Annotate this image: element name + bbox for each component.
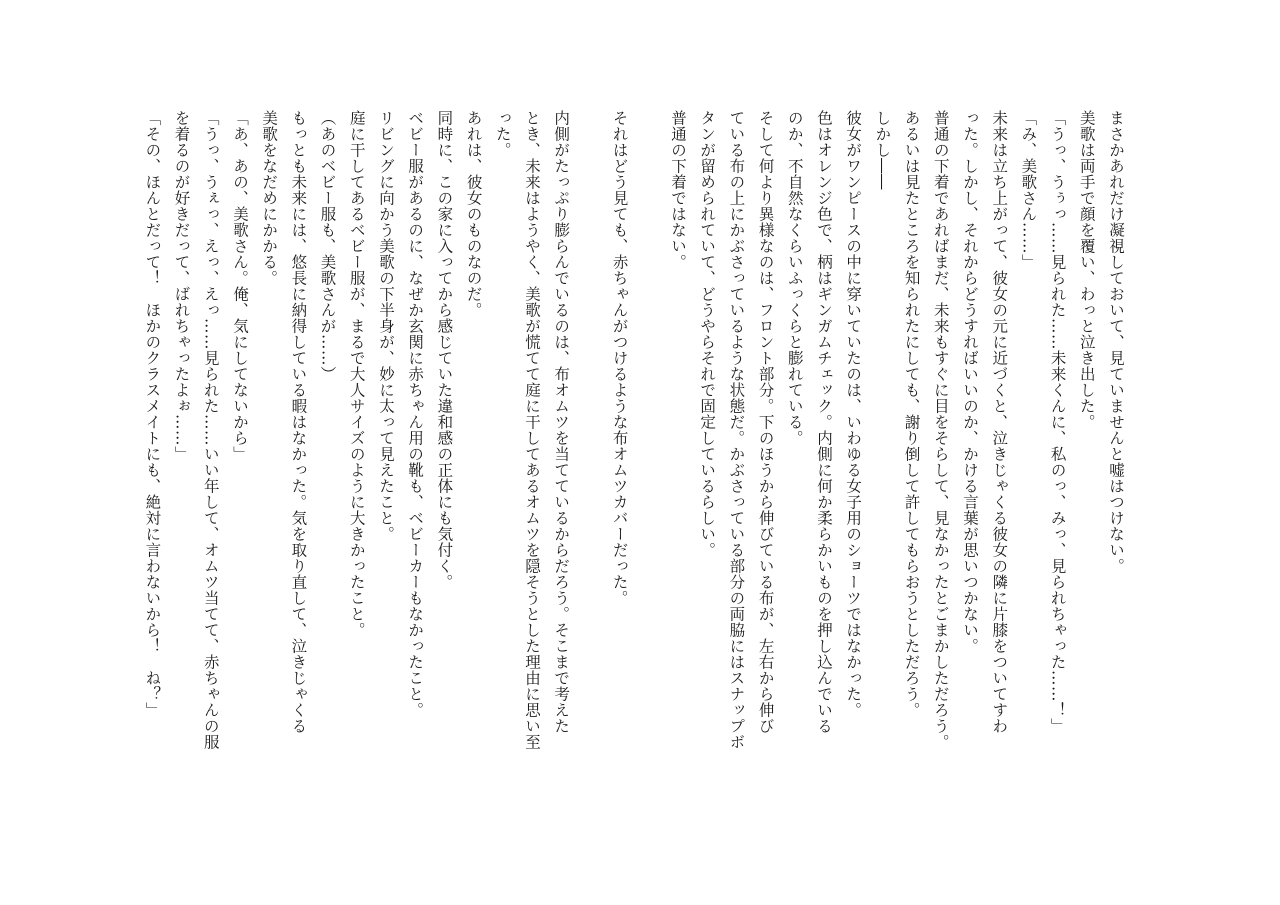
text-line: あれは、彼女のものなのだ。 (464, 110, 483, 318)
text-line: しかし―― (873, 110, 892, 190)
text-line: リビングに向かう美歌の下半身が、妙に太って見えたこと。 (376, 110, 395, 542)
text-line: 「うっ、うぅっ……見られた……未来くんに、私のっ、みっ、見られちゃった……！」 (1048, 110, 1067, 734)
text-line: 庭に干してあるベビー服が、まるで大人サイズのように大きかったこと。 (347, 110, 366, 638)
text-line: を着るのが好きだって、ばれちゃったよぉ……」 (172, 110, 191, 462)
text-line: ている布の上にかぶさっているような状態だ。かぶさっている部分の両脇にはスナップボ (727, 110, 746, 750)
text-line: った。 (493, 110, 512, 158)
text-line: （あのベビー服も、美歌さんが……） (318, 110, 337, 382)
blank-line (575, 110, 604, 800)
text-line: 彼女がワンピースの中に穿いていたのは、いわゆる女子用のショーツではなかった。 (844, 110, 863, 718)
blank-line (634, 110, 663, 800)
text-line: それはどう見ても、赤ちゃんがつけるような布オムツカバーだった。 (610, 110, 629, 606)
vertical-text-body (130, 110, 1130, 800)
text-line: 美歌をなだめにかかる。 (260, 110, 279, 286)
text-line: 「あ、あの、美歌さん。俺、気にしてないから」 (230, 110, 249, 462)
text-line: 普通の下着ではない。 (668, 110, 687, 270)
text-line: 内側がたっぷり膨らんでいるのは、布オムツを当てているからだろう。そこまで考えた (552, 110, 571, 734)
text-line: 未来は立ち上がって、彼女の元に近づくと、泣きじゃくる彼女の隣に片膝をついてすわ (990, 110, 1009, 734)
text-line: 美歌は両手で顔を覆い、わっと泣き出した。 (1077, 110, 1096, 430)
text-line: タンが留められていて、どうやらそれで固定しているらしい。 (698, 110, 717, 558)
text-line: 「うっ、うぇっ、えっ、えっ……見られた……いい年して、オムツ当てて、赤ちゃんの服 (201, 110, 220, 750)
text-line: った。しかし、それからどうすればいいのか、かける言葉が思いつかない。 (960, 110, 979, 654)
text-line: あるいは見たところを知られたにしても、謝り倒して許してもらおうとしただろう。 (902, 110, 921, 718)
text-line: 同時に、この家に入ってから感じていた違和感の正体にも気付く。 (435, 110, 454, 590)
text-line: のか、不自然なくらいふっくらと膨れている。 (785, 110, 804, 446)
text-line: とき、未来はようやく、美歌が慌てて庭に干してあるオムツを隠そうとした理由に思い至 (522, 110, 541, 750)
text-line: 「その、ほんとだって！ ほかのクラスメイトにも、絶対に言わないから！ ね？」 (143, 110, 162, 718)
text-line: 色はオレンジ色で、柄はギンガムチェック。内側に何か柔らかいものを押し込んでいる (814, 110, 833, 734)
text-line: そして何より異様なのは、フロント部分。下のほうから伸びている布が、左右から伸び (756, 110, 775, 734)
text-line: ベビー服があるのに、なぜか玄関に赤ちゃん用の靴も、ベビーカーもなかったこと。 (406, 110, 425, 718)
text-line: 普通の下着であればまだ、未来もすぐに目をそらして、見なかったとごまかしただろう。 (931, 110, 950, 750)
text-line: 「み、美歌さん……」 (1019, 110, 1038, 270)
text-line: もっとも未来には、悠長に納得している暇はなかった。気を取り直して、泣きじゃくる (289, 110, 308, 734)
text-line: まさかあれだけ凝視しておいて、見ていませんと嘘はつけない。 (1107, 110, 1125, 574)
